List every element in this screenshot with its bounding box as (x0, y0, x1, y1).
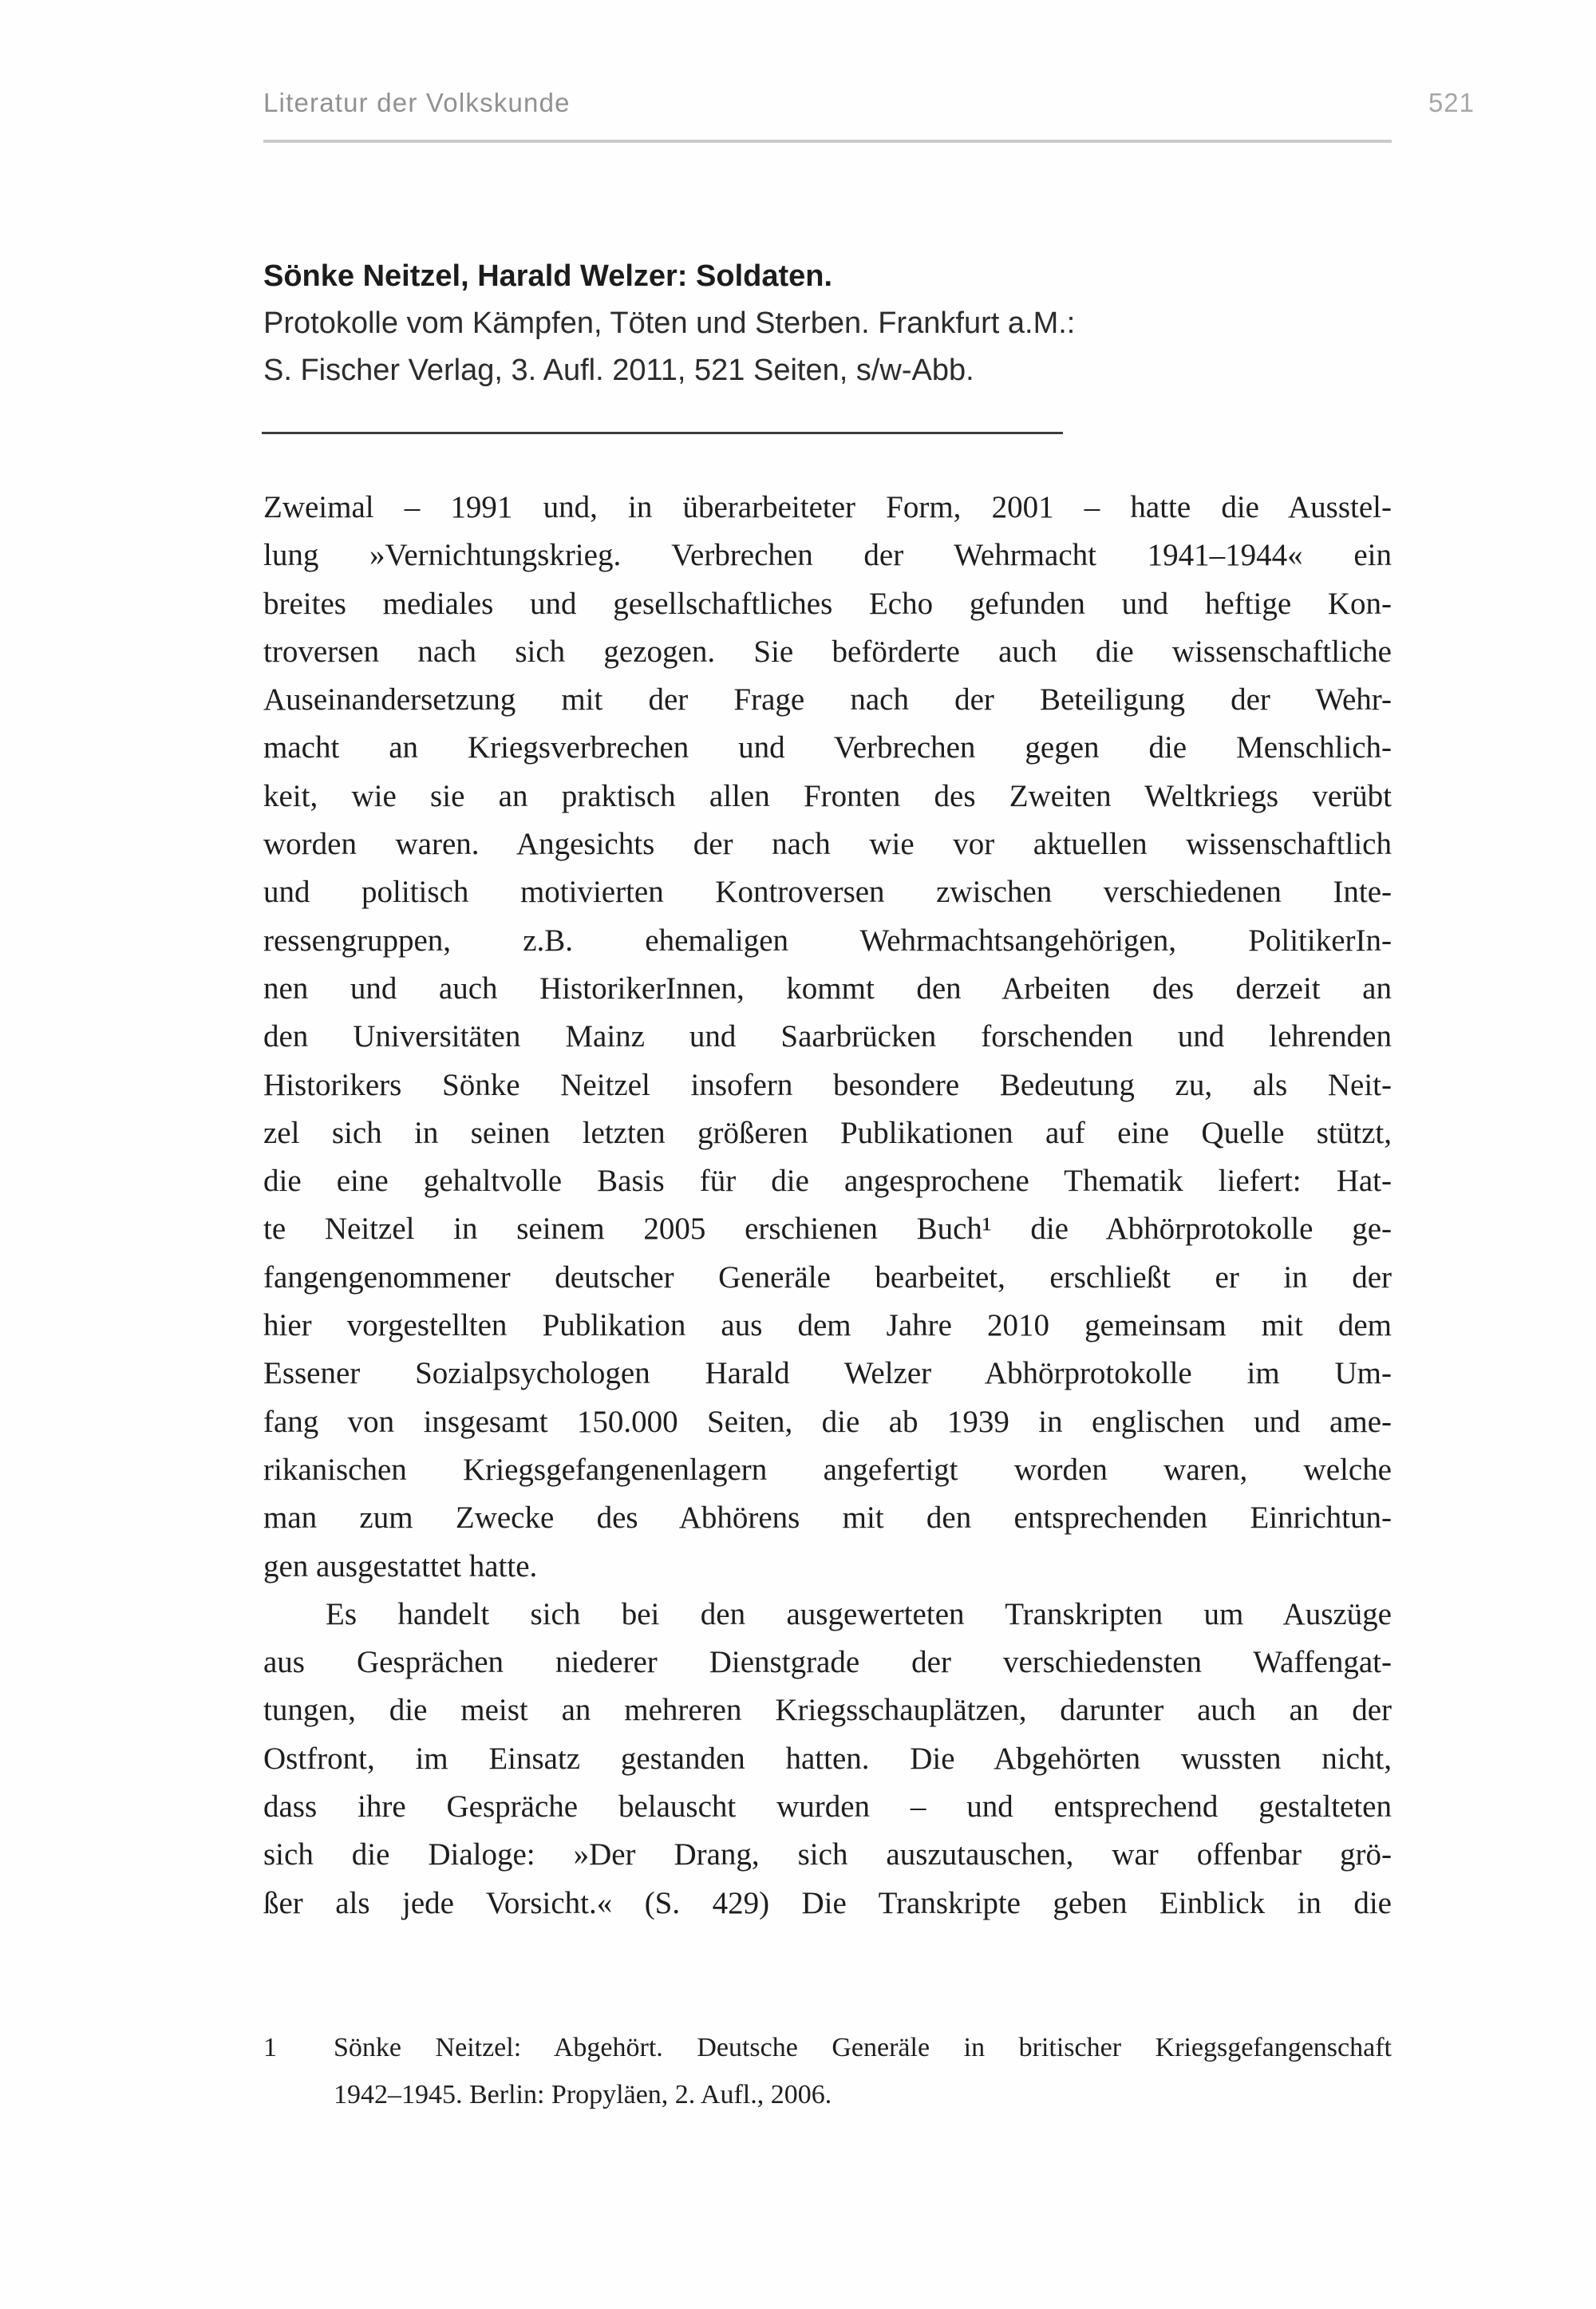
body-line: breites mediales und gesellschaftliches Echo gefunden und heftige Kon- (263, 586, 1392, 621)
body-line: Es handelt sich bei den ausgewerteten Transkripten um Auszüge (326, 1596, 1392, 1631)
body-line: Essener Sozialpsychologen Harald Welzer Abhörprotokolle im Um- (263, 1356, 1392, 1391)
body-line: te Neitzel in seinem 2005 erschienen Buch¹ die Abhörprotokolle ge- (263, 1212, 1392, 1247)
running-head: Literatur der Volkskunde (263, 88, 571, 117)
body-line: ressengruppen, z.B. ehemaligen Wehrmachtsangehörigen, PolitikerIn- (263, 923, 1392, 958)
body-line: lung »Vernichtungskrieg. Verbrechen der Wehrmacht 1941–1944« ein (263, 538, 1392, 573)
body-line: und politisch motivierten Kontroversen zwischen verschiedenen Inte- (263, 875, 1392, 910)
review-subtitle-line: Protokolle vom Kämpfen, Töten und Sterben. Frankfurt a.M.: (263, 306, 1076, 340)
body-line: zel sich in seinen letzten größeren Publikationen auf eine Quelle stützt, (263, 1115, 1392, 1150)
body-line: aus Gesprächen niederer Dienstgrade der verschiedensten Waffengat- (263, 1645, 1392, 1680)
review-subtitle-line: S. Fischer Verlag, 3. Aufl. 2011, 521 Seiten, s/w-Abb. (263, 354, 974, 387)
footnote-text (334, 2024, 1392, 2118)
header-rule (263, 140, 1392, 143)
review-title-block (263, 253, 1392, 394)
body-line: fang von insgesamt 150.000 Seiten, die ab 1939 in englischen und ame- (263, 1404, 1392, 1439)
body-paragraph-1 (263, 484, 1392, 1591)
footnote-marker: 1 (263, 2033, 277, 2062)
body-line: troversen nach sich gezogen. Sie beförderte auch die wissenschaftliche (263, 634, 1392, 669)
body-line: Historikers Sönke Neitzel insofern besondere Bedeutung zu, als Neit- (263, 1067, 1392, 1102)
body-line: hier vorgestellten Publikation aus dem Jahre 2010 gemeinsam mit dem (263, 1308, 1392, 1343)
review-title: Sönke Neitzel, Harald Welzer: Soldaten. (263, 259, 833, 293)
review-body (263, 484, 1392, 1927)
body-line: rikanischen Kriegsgefangenenlagern angefertigt worden waren, welche (263, 1452, 1392, 1487)
body-line: Ostfront, im Einsatz gestanden hatten. Die Abgehörten wussten nicht, (263, 1741, 1392, 1776)
body-line: keit, wie sie an praktisch allen Fronten des Zweiten Weltkriegs verübt (263, 778, 1392, 813)
body-line: fangengenommener deutscher Generäle bearbeitet, erschließt er in der (263, 1259, 1392, 1295)
body-line: worden waren. Angesichts der nach wie vor aktuellen wissenschaftlich (263, 827, 1392, 862)
footnote-line: 1942–1945. Berlin: Propyläen, 2. Aufl., 2006. (334, 2080, 832, 2109)
body-line: Auseinandersetzung mit der Frage nach der Beteiligung der Wehr- (263, 682, 1392, 718)
body-line: dass ihre Gespräche belauscht wurden – und entsprechend gestalteten (263, 1789, 1392, 1825)
title-rule (262, 432, 1063, 434)
page-number: 521 (1428, 88, 1475, 117)
footnote-line: Sönke Neitzel: Abgehört. Deutsche Generäle in britischer Kriegsgefangenschaft (334, 2033, 1392, 2062)
body-line: tungen, die meist an mehreren Kriegsschauplätzen, darunter auch an der (263, 1693, 1392, 1728)
body-line: sich die Dialoge: »Der Drang, sich auszutauschen, war offenbar grö- (263, 1837, 1392, 1872)
body-line: man zum Zwecke des Abhörens mit den entsprechenden Einrichtun- (263, 1500, 1392, 1536)
body-paragraph-2 (263, 1591, 1392, 1927)
body-line: gen ausgestattet hatte. (263, 1548, 538, 1583)
body-line: die eine gehaltvolle Basis für die angesprochene Thematik liefert: Hat- (263, 1164, 1392, 1199)
footnote (263, 2024, 1392, 2118)
body-line: den Universitäten Mainz und Saarbrücken forschenden und lehrenden (263, 1019, 1392, 1054)
body-line: ßer als jede Vorsicht.« (S. 429) Die Transkripte geben Einblick in die (263, 1885, 1392, 1920)
body-line: macht an Kriegsverbrechen und Verbrechen gegen die Menschlich- (263, 730, 1392, 765)
body-line: nen und auch HistorikerInnen, kommt den Arbeiten des derzeit an (263, 971, 1392, 1006)
body-line: Zweimal – 1991 und, in überarbeiteter Form, 2001 – hatte die Ausstel- (263, 490, 1392, 524)
